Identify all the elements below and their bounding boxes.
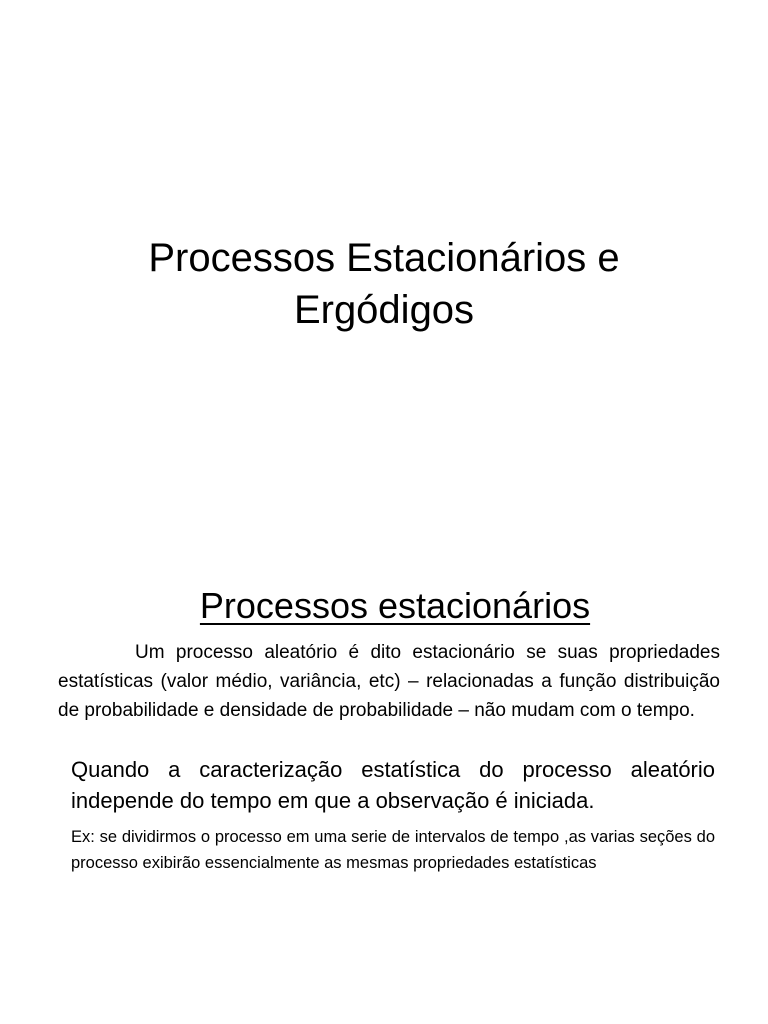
section-heading: Processos estacionários: [199, 585, 591, 626]
example-paragraph: Ex: se dividirmos o processo em uma serie de intervalos de tempo ,as varias seções do processo exibirão essencialmente as mesmas propriedades estatísticas: [71, 828, 715, 872]
definition-paragraph: Um processo aleatório é dito estacionário se suas propriedades estatísticas (valor médio, variância, etc) – relacionadas a função distribuição de probabilidade e densidade de probabilidade – não mudam com o tempo.: [58, 642, 720, 721]
page-title: Processos Estacionários e Ergódigos: [148, 236, 620, 332]
characterization-paragraph: Quando a caracterização estatística do processo aleatório independe do tempo em que a observação é iniciada.: [71, 757, 715, 813]
